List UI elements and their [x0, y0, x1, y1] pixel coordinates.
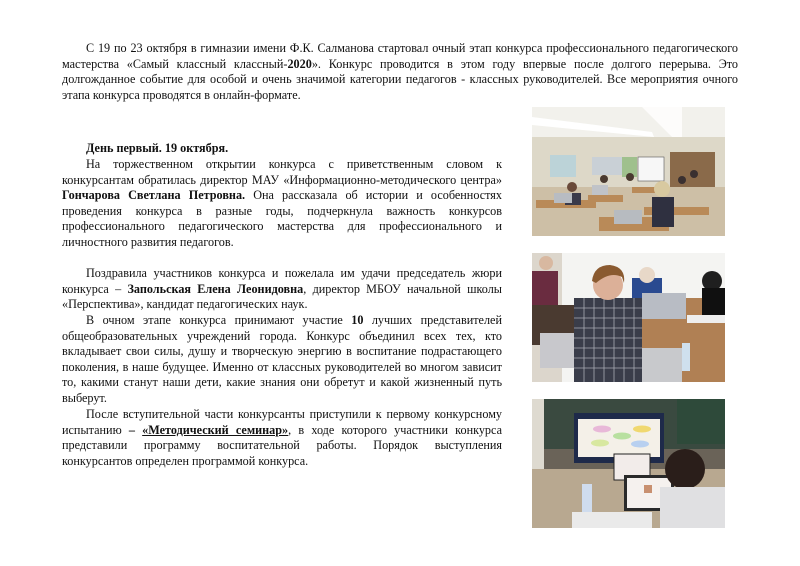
p4-text: После вступительной части конкурсанты приступили к первому конкурсному испытанию	[62, 407, 502, 437]
p2-text-after: , директор МБОУ начальной школы «Перспектива», кандидат педагогических наук.	[62, 281, 502, 312]
paragraph-seminar	[62, 407, 502, 469]
p4-text-after: , в ходе которого участники конкурса представили программу воспитательной работы. Порядок выступления конкурсантов определен программой конкурса.	[62, 422, 502, 468]
p1-text: На торжественном открытии конкурса с приветственным словом к конкурсантам обратилась директор МАУ «Информационно-методического центра»	[62, 157, 502, 187]
intro-paragraph	[62, 41, 738, 103]
photo-speaker	[532, 253, 725, 382]
p4-dash: –	[128, 422, 143, 437]
p2-name: Запольская Елена Леонидовна	[127, 281, 304, 296]
paragraph-opening	[62, 157, 502, 251]
p2-text: Поздравила участников конкурса и пожелала им удачи председатель жюри конкурса –	[62, 266, 502, 296]
intro-text-after: ». Конкурс проводится в этом году впервые после долгого перерыва. Это долгожданное событие для особой и очень значимой категории педагогов - классных руководителей. Все мероприятия очного этапа конкурса проводятся в онлайн-формате.	[62, 56, 739, 102]
intro-text: С 19 по 23 октября в гимназии имени Ф.К. Салманова стартовал очный этап конкурса профессионального педагогического мастерства «Самый классный классный-	[62, 41, 738, 71]
paragraph-jury	[62, 266, 502, 313]
p1-name: Гончарова Светлана Петровна.	[62, 188, 246, 203]
p3-count: 10	[351, 313, 364, 327]
p1-text-after: Она рассказала об истории и особенностях проведения конкурса в разные годы, подчеркнула важность конкурсов профессионального педагогического мастерства для профессионального и личностного развития педагогов.	[62, 188, 502, 249]
seminar-link[interactable]: «Методический семинар»	[142, 422, 289, 437]
photo-presentation	[532, 399, 725, 528]
p3-text-after: лучших представителей общеобразовательных учреждений города. Конкурс объединил всех тех, кто вкладывает свои силы, душу и творческую энергию в воспитание подрастающего поколения, в наше будущее. Именно от классных руководителей во многом зависит то, какими станут наши дети, какие знания они обретут и какой жизненный путь выберут.	[62, 313, 502, 405]
intro-year: 2020	[287, 56, 312, 71]
paragraph-participants	[62, 313, 502, 407]
day-heading: День первый. 19 октября.	[86, 141, 229, 155]
p3-text: В очном этапе конкурса принимают участие	[86, 313, 352, 327]
photo-classroom	[532, 107, 725, 236]
